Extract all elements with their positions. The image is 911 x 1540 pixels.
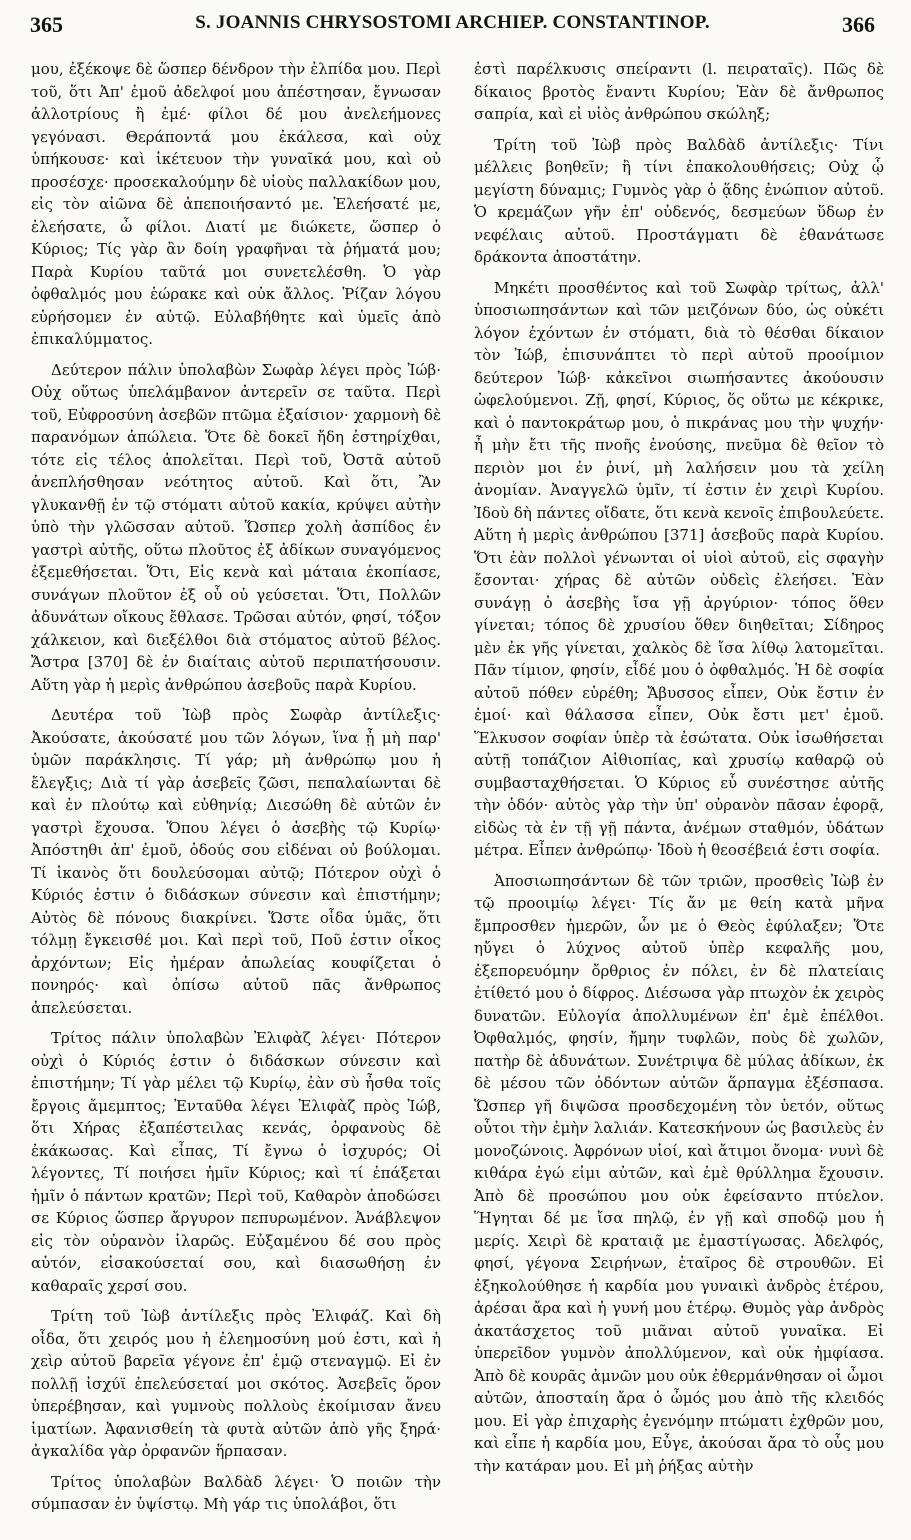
paragraph: Δευτέρα τοῦ Ἰὼβ πρὸς Σωφὰρ ἀντίλεξις· Ἀκούσατε, ἀκούσατέ μου τῶν λόγων, ἵνα ᾖ μὴ παρ' ὑμῶν παράκλησις. Τί γάρ; μὴ ἀνθρώπῳ μου ἡ ἔλεγξις; Διὰ τί γὰρ ἀσεβεῖς ζῶσι, πεπαλαίωνται δὲ καὶ ἐν πλούτῳ καὶ εὐθηνίᾳ; Διεσώθη δὲ αὐτῶν ἐν γαστρὶ ἔχουσα. Ὅπου λέγει ὁ ἀσεβὴς τῷ Κυρίῳ· Ἀπόστηθι ἀπ' ἐμοῦ, ὁδούς σου εἰδέναι οὐ βούλομαι. Τί ἱκανὸς ὅτι δουλεύσομαι αὐτῷ; Πότερον οὐχὶ ὁ Κύριός ἐστιν ὁ διδάσκων σύνεσιν καὶ ἐπιστήμην; Αὐτὸς δὲ πόνους διακρίνει. Ὥστε οἶδα ὑμᾶς, ὅτι τόλμῃ ἔγκεισθέ μοι. Καὶ περὶ τοῦ, Ποῦ ἐστιν οἶκος ἀρχόντων; Εἰς ἡμέραν ἀπωλείας κουφίζεται ὁ πονηρός· καὶ ὀπίσω αὐτοῦ πᾶς ἄνθρωπος ἀπελεύσεται. (31, 706, 441, 1017)
paragraph: μου, ἐξέκοψε δὲ ὥσπερ δένδρον τὴν ἐλπίδα μου. Περὶ τοῦ, ὅτι Ἀπ' ἐμοῦ ἀδελφοί μου ἀπέστησαν, ἔγνωσαν ἀλλοτρίους ἢ ἐμέ· φίλοι δέ μου ἀνελεήμονες γεγόνασι. Θεράποντά μου ἐκάλεσα, καὶ οὐχ ὑπήκουσε· καὶ ἱκέτευον τὴν γυναῖκά μου, καὶ οὐ προσέσχε· προσεκαλούμην δὲ υἱοὺς παλλακίδων μου, εἰς τὸν αἰῶνα δὲ ἀπεποιήσαντό με. Ἐλεήσατέ με, ἐλεήσατε, ὦ φίλοι. Διατί με διώκετε, ὥσπερ ὁ Κύριος; Τίς γὰρ ἂν δοίη γραφῆναι τὰ ῥήματά μου; Παρὰ Κυρίου ταῦτά μοι συνετελέσθη. Ὁ γὰρ ὀφθαλμός μου ἑώρακε καὶ οὐκ ἄλλος. Ῥίζαν λόγου εὑρήσομεν ἐν αὐτῷ. Εὐλαβήθητε καὶ ὑμεῖς ἀπὸ ἐπικαλύμματος. (31, 60, 441, 348)
left-column (31, 58, 441, 1524)
running-header (30, 10, 875, 50)
paragraph: ἐστὶ παρέλκυσις σπείραντι (l. πειραταῖς). Πῶς δὲ δίκαιος βροτὸς ἔναντι Κυρίου; Ἐὰν δὲ ἄνθρωπος σαπρία, καὶ εἰ υἱὸς ἀνθρώπου σκώληξ; (474, 60, 884, 123)
right-column (474, 58, 884, 1485)
running-title: S. JOANNIS CHRYSOSTOMI ARCHIEP. CONSTANTINOP. (195, 12, 710, 33)
paragraph: Τρίτη τοῦ Ἰὼβ ἀντίλεξις πρὸς Ἐλιφάζ. Καὶ δὴ οἶδα, ὅτι χειρός μου ἡ ἐλεημοσύνη μού ἐστι, καὶ ἡ χεὶρ αὐτοῦ βαρεῖα γέγονε ἐπ' ἐμῷ στεναγμῷ. Εἰ ἐν πολλῇ ἰσχύϊ ἐπελεύσεταί μοι σκότος. Ἀσεβεῖς ὅρον ὑπερέβησαν, καὶ γυμνοὺς πολλοὺς ἐκοίμισαν ἄνευ ἱματίων. Ἀφανισθείη τὰ φυτὰ αὐτῶν ἀπὸ γῆς ξηρά· ἀγκαλίδα γὰρ ὀρφανῶν ἥρπασαν. (31, 1307, 441, 1460)
paragraph: Τρίτος πάλιν ὑπολαβὼν Ἐλιφὰζ λέγει· Πότερον οὐχὶ ὁ Κύριός ἐστιν ὁ διδάσκων σύνεσιν καὶ ἐπιστήμην; Τί γὰρ μέλει τῷ Κυρίῳ, ἐὰν σὺ ἦσθα τοῖς ἔργοις ἄμεμπτος; Ἐνταῦθα λέγει Ἐλιφὰζ πρὸς Ἰώβ, ὅτι Χήρας ἐξαπέστειλας κενάς, ὀρφανοὺς δὲ ἐκάκωσας. Καὶ εἶπας, Τί ἔγνω ὁ ἰσχυρός; Οἱ λέγοντες, Τί ποιήσει ἡμῖν Κύριος; καὶ τί ἐπάξεται ἡμῖν ὁ πάντων κρατῶν; Περὶ τοῦ, Καθαρὸν ἀποδώσει σε Κύριος ὥσπερ ἄργυρον πεπυρωμένον. Ἀνάβλεψον εἰς τὸν οὐρανὸν ἱλαρῶς. Εὐξαμένου δέ σου πρὸς αὐτόν, εἰσακούσεταί σου, καὶ διασωθήσῃ ἐν καθαραῖς χερσί σου. (31, 1029, 441, 1295)
paragraph: Τρίτος ὑπολαβὼν Βαλδὰδ λέγει· Ὁ ποιῶν τὴν σύμπασαν ἐν ὑψίστῳ. Μὴ γάρ τις ὑπολάβοι, ὅτι (31, 1472, 441, 1513)
paragraph: Μηκέτι προσθέντος καὶ τοῦ Σωφὰρ τρίτως, ἀλλ' ὑποσιωπησάντων καὶ τῶν μειζόνων δύο, ὡς οὐκέτι λόγον ἐχόντων ἐν στόματι, διὰ τὸ θέσθαι δίκαιον τὸν Ἰώβ, ἐπισυνάπτει τὸ περὶ αὐτοῦ προοίμιον δεύτερον Ἰώβ· κἀκεῖνοι σιωπήσαντες ἀκούουσιν ὠφελούμενοι. Ζῇ, φησί, Κύριος, ὅς οὕτω με κέκρικε, καὶ ὁ παντοκράτωρ μου, ὁ πικράνας μου τὴν ψυχήν· ἦ μὴν ἔτι τῆς πνοῆς ἐνούσης, πνεῦμα δὲ θεῖον τὸ περιὸν μοι ἐν ῥινί, μὴ λαλήσειν μου τὰ χείλη ἀνομίαν. Ἀναγγελῶ ὑμῖν, τί ἐστιν ἐν χειρὶ Κυρίου. Ἰδοὺ δὴ πάντες οἴδατε, ὅτι κενὰ κενοῖς ἐπιβουλεύετε. Αὕτη ἡ μερὶς ἀνθρώπου [371] ἀσεβοῦς παρὰ Κυρίου. Ὅτι ἐὰν πολλοὶ γένωνται οἱ υἱοὶ αὐτοῦ, εἰς σφαγὴν ἔσονται· χήρας δὲ αὐτῶν οὐδεὶς ἐλεήσει. Ἐὰν συνάγῃ ὁ ἀσεβὴς ἴσα γῇ ἀργύριον· τόπος ὅθεν γίνεται; τόπος δὲ χρυσίου ὅθεν διηθεῖται; Σίδηρος μὲν ἐκ γῆς γίνεται, χαλκὸς δὲ ἴσα λίθῳ λατομεῖται. Πᾶν τίμιον, φησίν, εἶδέ μου ὁ ὀφθαλμός. Ἡ δὲ σοφία αὐτοῦ πόθεν εὑρέθη; Ἄβυσσος εἶπεν, Οὐκ ἔστιν ἐν ἐμοί· καὶ θάλασσα εἶπεν, Οὐκ ἔστι μετ' ἐμοῦ. Ἕλκυσον σοφίαν ὑπὲρ τὰ ἐσώτατα. Οὐκ ἰσωθήσεται αὐτῇ τοπάζιον Αἰθιοπίας, καὶ χρυσίῳ καθαρῷ οὐ συμβασταχθήσεται. Ὁ Κύριος εὖ συνέστησε αὐτῆς τὴν ὁδόν· αὐτὸς γὰρ τὴν ὑπ' οὐρανὸν πᾶσαν ἐφορᾷ, εἰδὼς τὰ ἐν τῇ γῇ πάντα, ἀνέμων σταθμόν, ὑδάτων μέτρα. Εἶπεν ἀνθρώπῳ· Ἰδοὺ ἡ θεοσέβειά ἐστι σοφία. (474, 278, 884, 859)
paragraph: Ἀποσιωπησάντων δὲ τῶν τριῶν, προσθεὶς Ἰὼβ ἐν τῷ προοιμίῳ λέγει· Τίς ἄν με θείη κατὰ μῆνα ἔμπροσθεν ἡμερῶν, ὧν με ὁ Θεὸς ἐφύλαξεν; Ὅτε ηὔγει ὁ λύχνος αὐτοῦ ὑπὲρ κεφαλῆς μου, ἐξεπορευόμην ὄρθριος ἐν πόλει, ἐν δὲ πλατείαις ἐτίθετό μου ὁ δίφρος. Διέσωσα γὰρ πτωχὸν ἐκ χειρὸς δυνατῶν. Εὐλογία ἀπολλυμένων ἐπ' ἐμὲ ἐπέλθοι. Ὀφθαλμός, φησίν, ἤμην τυφλῶν, ποὺς δὲ χωλῶν, πατὴρ δὲ ἀδυνάτων. Συνέτριψα δὲ μύλας ἀδίκων, ἐκ δὲ μέσου τῶν ὀδόντων αὐτῶν ἅρπαγμα ἐξέσπασα. Ὥσπερ γῆ διψῶσα προσδεχομένη τὸν ὑετόν, οὕτως οὗτοι τὴν ἐμὴν λαλιάν. Κατεσκήνουν ὡς βασιλεὺς ἐν μονοζώνοις. Ἀφρόνων υἱοί, καὶ ἄτιμοι ὄνομα· νυνὶ δὲ κιθάρα ἐγώ εἰμι αὐτῶν, καὶ ἐμὲ θρύλλημα ἔχουσιν. Ἀπὸ δὲ προσώπου μου οὐκ ἐφείσαντο πτύελον. Ἥγηται δέ με ἴσα πηλῷ, ἐν γῇ καὶ σποδῷ μου ἡ μερίς. Χειρὶ δὲ κραταιᾷ με ἐμαστίγωσας. Ἀδελφός, φησί, γέγονα Σειρήνων, ἑταῖρος δὲ στρουθῶν. Εἰ ἐξηκολούθησε ἡ καρδία μου γυναικὶ ἀνδρὸς ἑτέρου, ἀρέσαι ἄρα καὶ ἡ γυνή μου ἑτέρῳ. Θυμὸς γὰρ ἀνδρὸς ἀκατάσχετος τοῦ μιᾶναι αὐτοῦ γυναῖκα. Εἰ ὑπερεῖδον γυμνὸν ἀπολλύμενον, καὶ οὐκ ἠμφίασα. Ἀπὸ δὲ κουρᾶς ἀμνῶν μου οὐκ ἐθερμάνθησαν οἱ ὦμοι αὐτῶν, ἀποσταίη ἄρα ὁ ὦμός μου ἀπὸ τῆς κλειδός μου. Εἰ γὰρ ἐπιχαρὴς ἐγενόμην πτώματι ἐχθρῶν μου, καὶ εἶπε ἡ καρδία μου, Εὖγε, ἀκούσαι ἄρα τὸ οὖς μου τὴν κατάραν μου. Εἰ μὴ ῥήξας αὐτὴν (474, 871, 884, 1475)
paragraph: Δεύτερον πάλιν ὑπολαβὼν Σωφὰρ λέγει πρὸς Ἰώβ· Οὐχ οὕτως ὑπελάμβανον ἀντερεῖν σε ταῦτα. Περὶ τοῦ, Εὐφροσύνη ἀσεβῶν πτῶμα ἐξαίσιον· χαρμονὴ δὲ παρανόμων ἀπώλεια. Ὅτε δὲ δοκεῖ ἤδη ἐστηρίχθαι, τότε εἰς τέλος ἀπολεῖται. Περὶ τοῦ, Ὀστᾶ αὐτοῦ ἀνεπλήσθησαν νεότητος αὐτοῦ. Καὶ ὅτι, Ἂν γλυκανθῇ ἐν τῷ στόματι αὐτοῦ κακία, κρύψει αὐτὴν ὑπὸ τὴν γλῶσσαν αὐτοῦ. Ὥσπερ χολὴ ἀσπίδος ἐν γαστρὶ αὐτῆς, οὕτω πλοῦτος ἐξ ἀδίκων συναγόμενος ἐξεμεθήσεται. Ὅτι, Εἰς κενὰ καὶ μάταια ἐκοπίασε, συνάγων πλοῦτον ἐξ οὗ οὐ γεύσεται. Ὅτι, Πολλῶν ἀδυνάτων οἴκους ἔθλασε. Τρῶσαι αὐτόν, φησί, τόξον χάλκειον, καὶ διεξέλθοι διὰ στόματος αὐτοῦ βέλος. Ἄστρα [370] δὲ ἐν διαίταις αὐτοῦ περιπατήσουσιν. Αὕτη γὰρ ἡ μερὶς ἀνθρώπου ἀσεβοῦς παρὰ Κυρίου. (31, 360, 441, 694)
paragraph: Τρίτη τοῦ Ἰὼβ πρὸς Βαλδὰδ ἀντίλεξις· Τίνι μέλλεις βοηθεῖν; ἢ τίνι ἐπακολουθήσεις; Οὐχ ᾧ μεγίστη δύναμις; Γυμνὸς γὰρ ὁ ᾅδης ἐνώπιον αὐτοῦ. Ὁ κρεμάζων γῆν ἐπ' οὐδενός, δεσμεύων ὕδωρ ἐν νεφέλαις αὐτοῦ. Προστάγματι δὲ ἐθανάτωσε δράκοντα ἀποστάτην. (474, 135, 884, 266)
right-page-number: 366 (842, 12, 875, 37)
left-page-number: 365 (30, 12, 63, 37)
